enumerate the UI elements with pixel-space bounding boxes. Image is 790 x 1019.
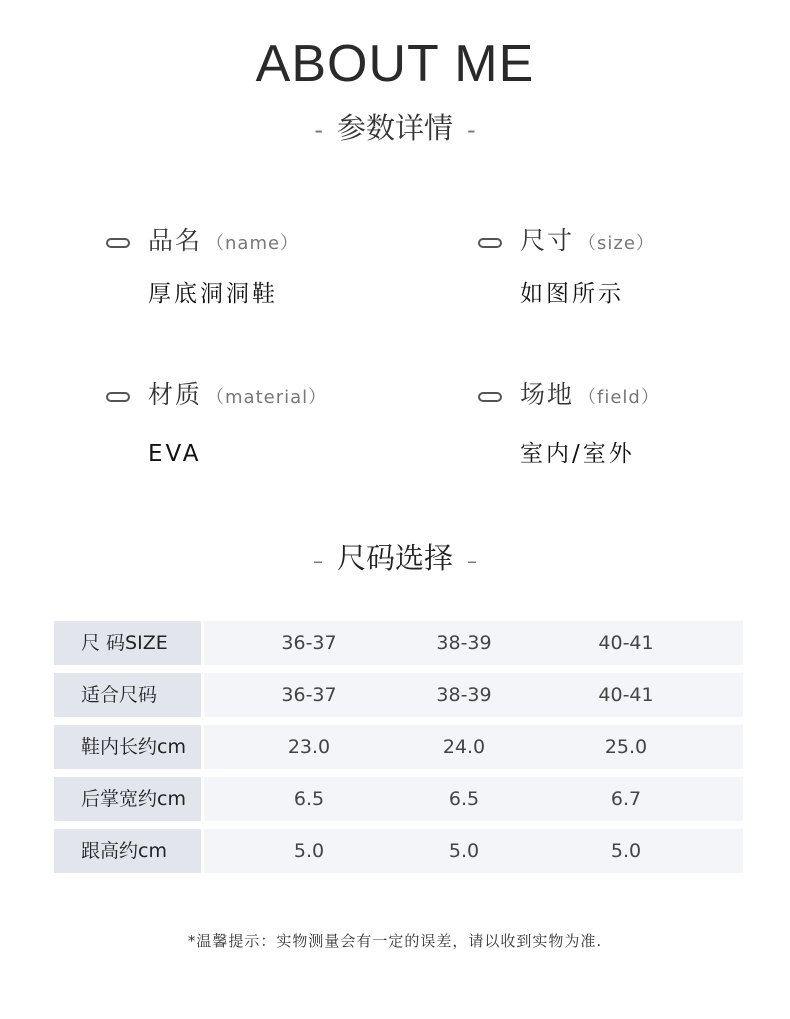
table-cell: 5.0	[610, 840, 642, 862]
param-title-en: （material）	[206, 387, 328, 408]
row-values	[204, 829, 743, 873]
measurement-note: *温馨提示：实物测量会有一定的误差，请以收到实物为准.	[187, 932, 603, 950]
rounded-dash-icon	[106, 238, 130, 248]
table-row	[54, 777, 743, 821]
table-cell: 38-39	[436, 684, 492, 706]
table-row	[54, 829, 743, 873]
table-cell: 36-37	[281, 632, 337, 654]
rounded-dash-icon	[106, 392, 130, 402]
param-title-en: （field）	[578, 387, 660, 408]
param-title	[520, 379, 660, 414]
param-title-cn: 材质	[148, 380, 203, 409]
row-values	[204, 673, 743, 717]
parameters-heading-label: 参数详情	[336, 111, 453, 145]
param-title-cn: 场地	[520, 380, 575, 409]
row-values	[204, 777, 743, 821]
rounded-dash-icon	[478, 238, 502, 248]
table-cell: 38-39	[436, 632, 492, 654]
dash-left: -	[314, 116, 323, 144]
table-cell: 23.0	[287, 736, 331, 758]
table-row	[54, 621, 743, 665]
table-cell: 6.5	[293, 788, 325, 810]
table-cell: 40-41	[598, 684, 654, 706]
row-values	[204, 621, 743, 665]
dash-right: -	[467, 116, 476, 144]
row-header: 后掌宽约cm	[54, 777, 201, 821]
table-row	[54, 725, 743, 769]
dash-left: –	[312, 549, 323, 573]
param-value: 厚底洞洞鞋	[148, 281, 278, 307]
table-cell: 6.5	[448, 788, 480, 810]
row-header: 鞋内长约cm	[54, 725, 201, 769]
table-cell: 6.7	[610, 788, 642, 810]
table-cell: 5.0	[293, 840, 325, 862]
param-title-cn: 品名	[148, 226, 203, 255]
table-row	[54, 673, 743, 717]
param-value: 如图所示	[520, 281, 624, 307]
table-cell: 40-41	[598, 632, 654, 654]
table-cell: 5.0	[448, 840, 480, 862]
parameters-heading	[0, 110, 790, 148]
param-title-en: （size）	[578, 233, 655, 254]
page-title: ABOUT ME	[255, 35, 535, 93]
table-cell: 25.0	[604, 736, 648, 758]
size-selection-heading	[0, 540, 790, 579]
dash-right: –	[467, 549, 477, 573]
param-title-en: （name）	[206, 233, 300, 254]
row-values	[204, 725, 743, 769]
param-value: 室内/室外	[520, 441, 635, 467]
table-cell: 24.0	[442, 736, 486, 758]
param-title	[148, 225, 299, 260]
param-value: EVA	[148, 441, 202, 467]
row-header: 跟高约cm	[54, 829, 201, 873]
rounded-dash-icon	[478, 392, 502, 402]
param-title	[148, 379, 327, 414]
row-header: 尺 码SIZE	[54, 621, 201, 665]
param-title-cn: 尺寸	[520, 226, 575, 255]
size-selection-label: 尺码选择	[336, 541, 453, 575]
row-header: 适合尺码	[54, 673, 201, 717]
param-title	[520, 225, 655, 260]
table-cell: 36-37	[281, 684, 337, 706]
